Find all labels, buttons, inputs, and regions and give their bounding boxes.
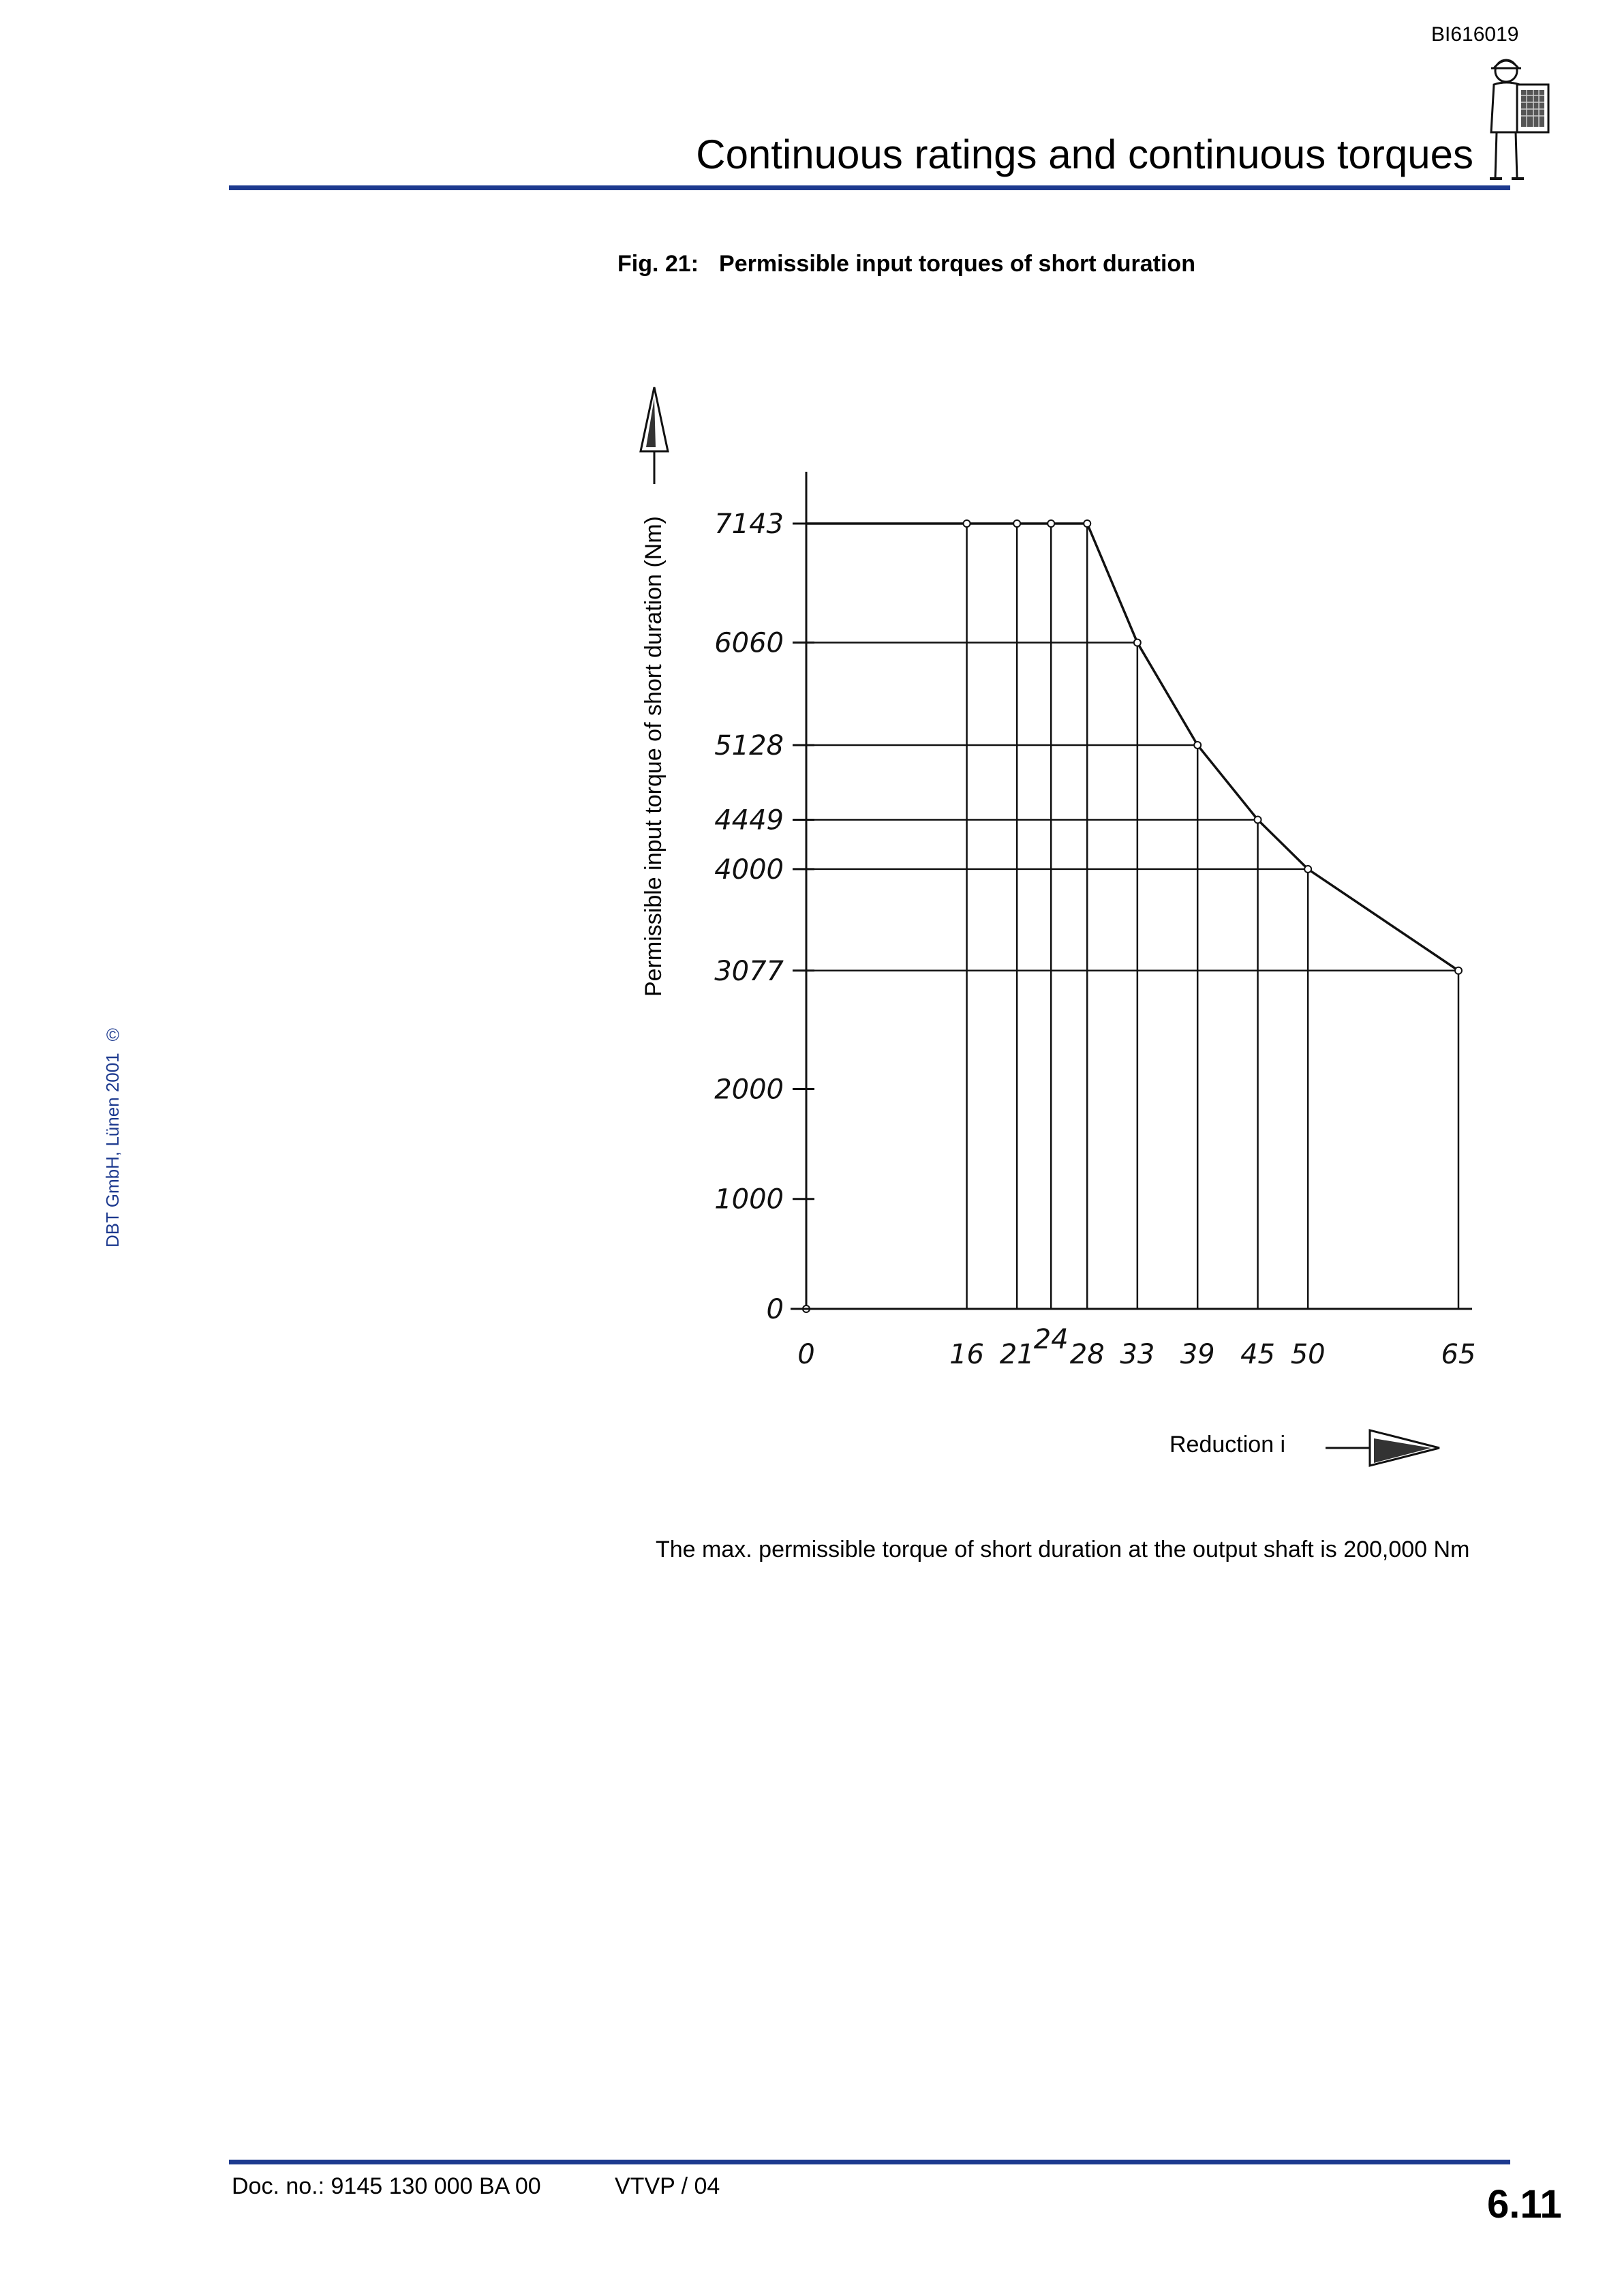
document-id: BI616019 xyxy=(1431,23,1519,46)
x-tick-label: 0 xyxy=(797,1339,815,1370)
chart-axes xyxy=(641,387,1472,1466)
y-tick-label: 3077 xyxy=(714,955,784,987)
data-point xyxy=(964,520,970,527)
footer-rule xyxy=(229,2160,1510,2164)
page-number: 6.11 xyxy=(1487,2182,1562,2226)
y-tick-label: 5128 xyxy=(714,729,784,761)
data-point xyxy=(1255,816,1261,823)
y-axis-title: Permissible input torque of short duration (Nm) xyxy=(641,516,667,997)
x-tick-label: 21 xyxy=(999,1339,1035,1370)
data-point xyxy=(1134,639,1141,646)
y-tick-label: 2000 xyxy=(714,1074,784,1106)
x-tick-label: 24 xyxy=(1033,1324,1069,1355)
x-tick-label: 45 xyxy=(1240,1339,1275,1370)
y-tick-label: 0 xyxy=(766,1294,784,1325)
chart-drop-lines xyxy=(793,524,1458,1309)
x-axis-title: Reduction i xyxy=(1169,1432,1286,1457)
data-point xyxy=(1013,520,1020,527)
document-number: Doc. no.: 9145 130 000 BA 00 xyxy=(232,2173,541,2199)
y-tick-labels xyxy=(714,509,814,1325)
x-tick-label: 33 xyxy=(1120,1339,1155,1370)
data-point xyxy=(1304,866,1311,873)
figure-title: Permissible input torques of short duration xyxy=(719,251,1195,277)
y-tick-label: 7143 xyxy=(714,509,784,540)
series-line xyxy=(806,524,1458,971)
figure-number: Fig. 21: xyxy=(617,251,699,277)
x-tick-labels xyxy=(797,1324,1475,1370)
data-point xyxy=(1194,742,1201,749)
x-tick-label: 16 xyxy=(949,1339,985,1370)
y-tick-label: 1000 xyxy=(714,1183,784,1215)
y-tick-label: 6060 xyxy=(714,627,784,659)
data-point xyxy=(1455,967,1462,974)
copyright-symbol: © xyxy=(106,1025,120,1046)
y-tick-label: 4449 xyxy=(714,804,784,836)
data-point xyxy=(1084,520,1090,527)
copyright-text: DBT GmbH, Lünen 2001 xyxy=(102,1053,123,1248)
data-point xyxy=(1047,520,1054,527)
page-title: Continuous ratings and continuous torques xyxy=(696,132,1473,177)
x-tick-label: 28 xyxy=(1069,1339,1105,1370)
x-tick-label: 39 xyxy=(1180,1339,1215,1370)
torque-note: The max. permissible torque of short duration at the output shaft is 200,000 Nm xyxy=(656,1537,1470,1562)
revision-label: VTVP / 04 xyxy=(615,2173,720,2199)
x-tick-label: 65 xyxy=(1441,1339,1476,1370)
y-tick-label: 4000 xyxy=(714,854,784,886)
chart-series xyxy=(803,520,1462,1312)
x-tick-label: 50 xyxy=(1290,1339,1326,1370)
